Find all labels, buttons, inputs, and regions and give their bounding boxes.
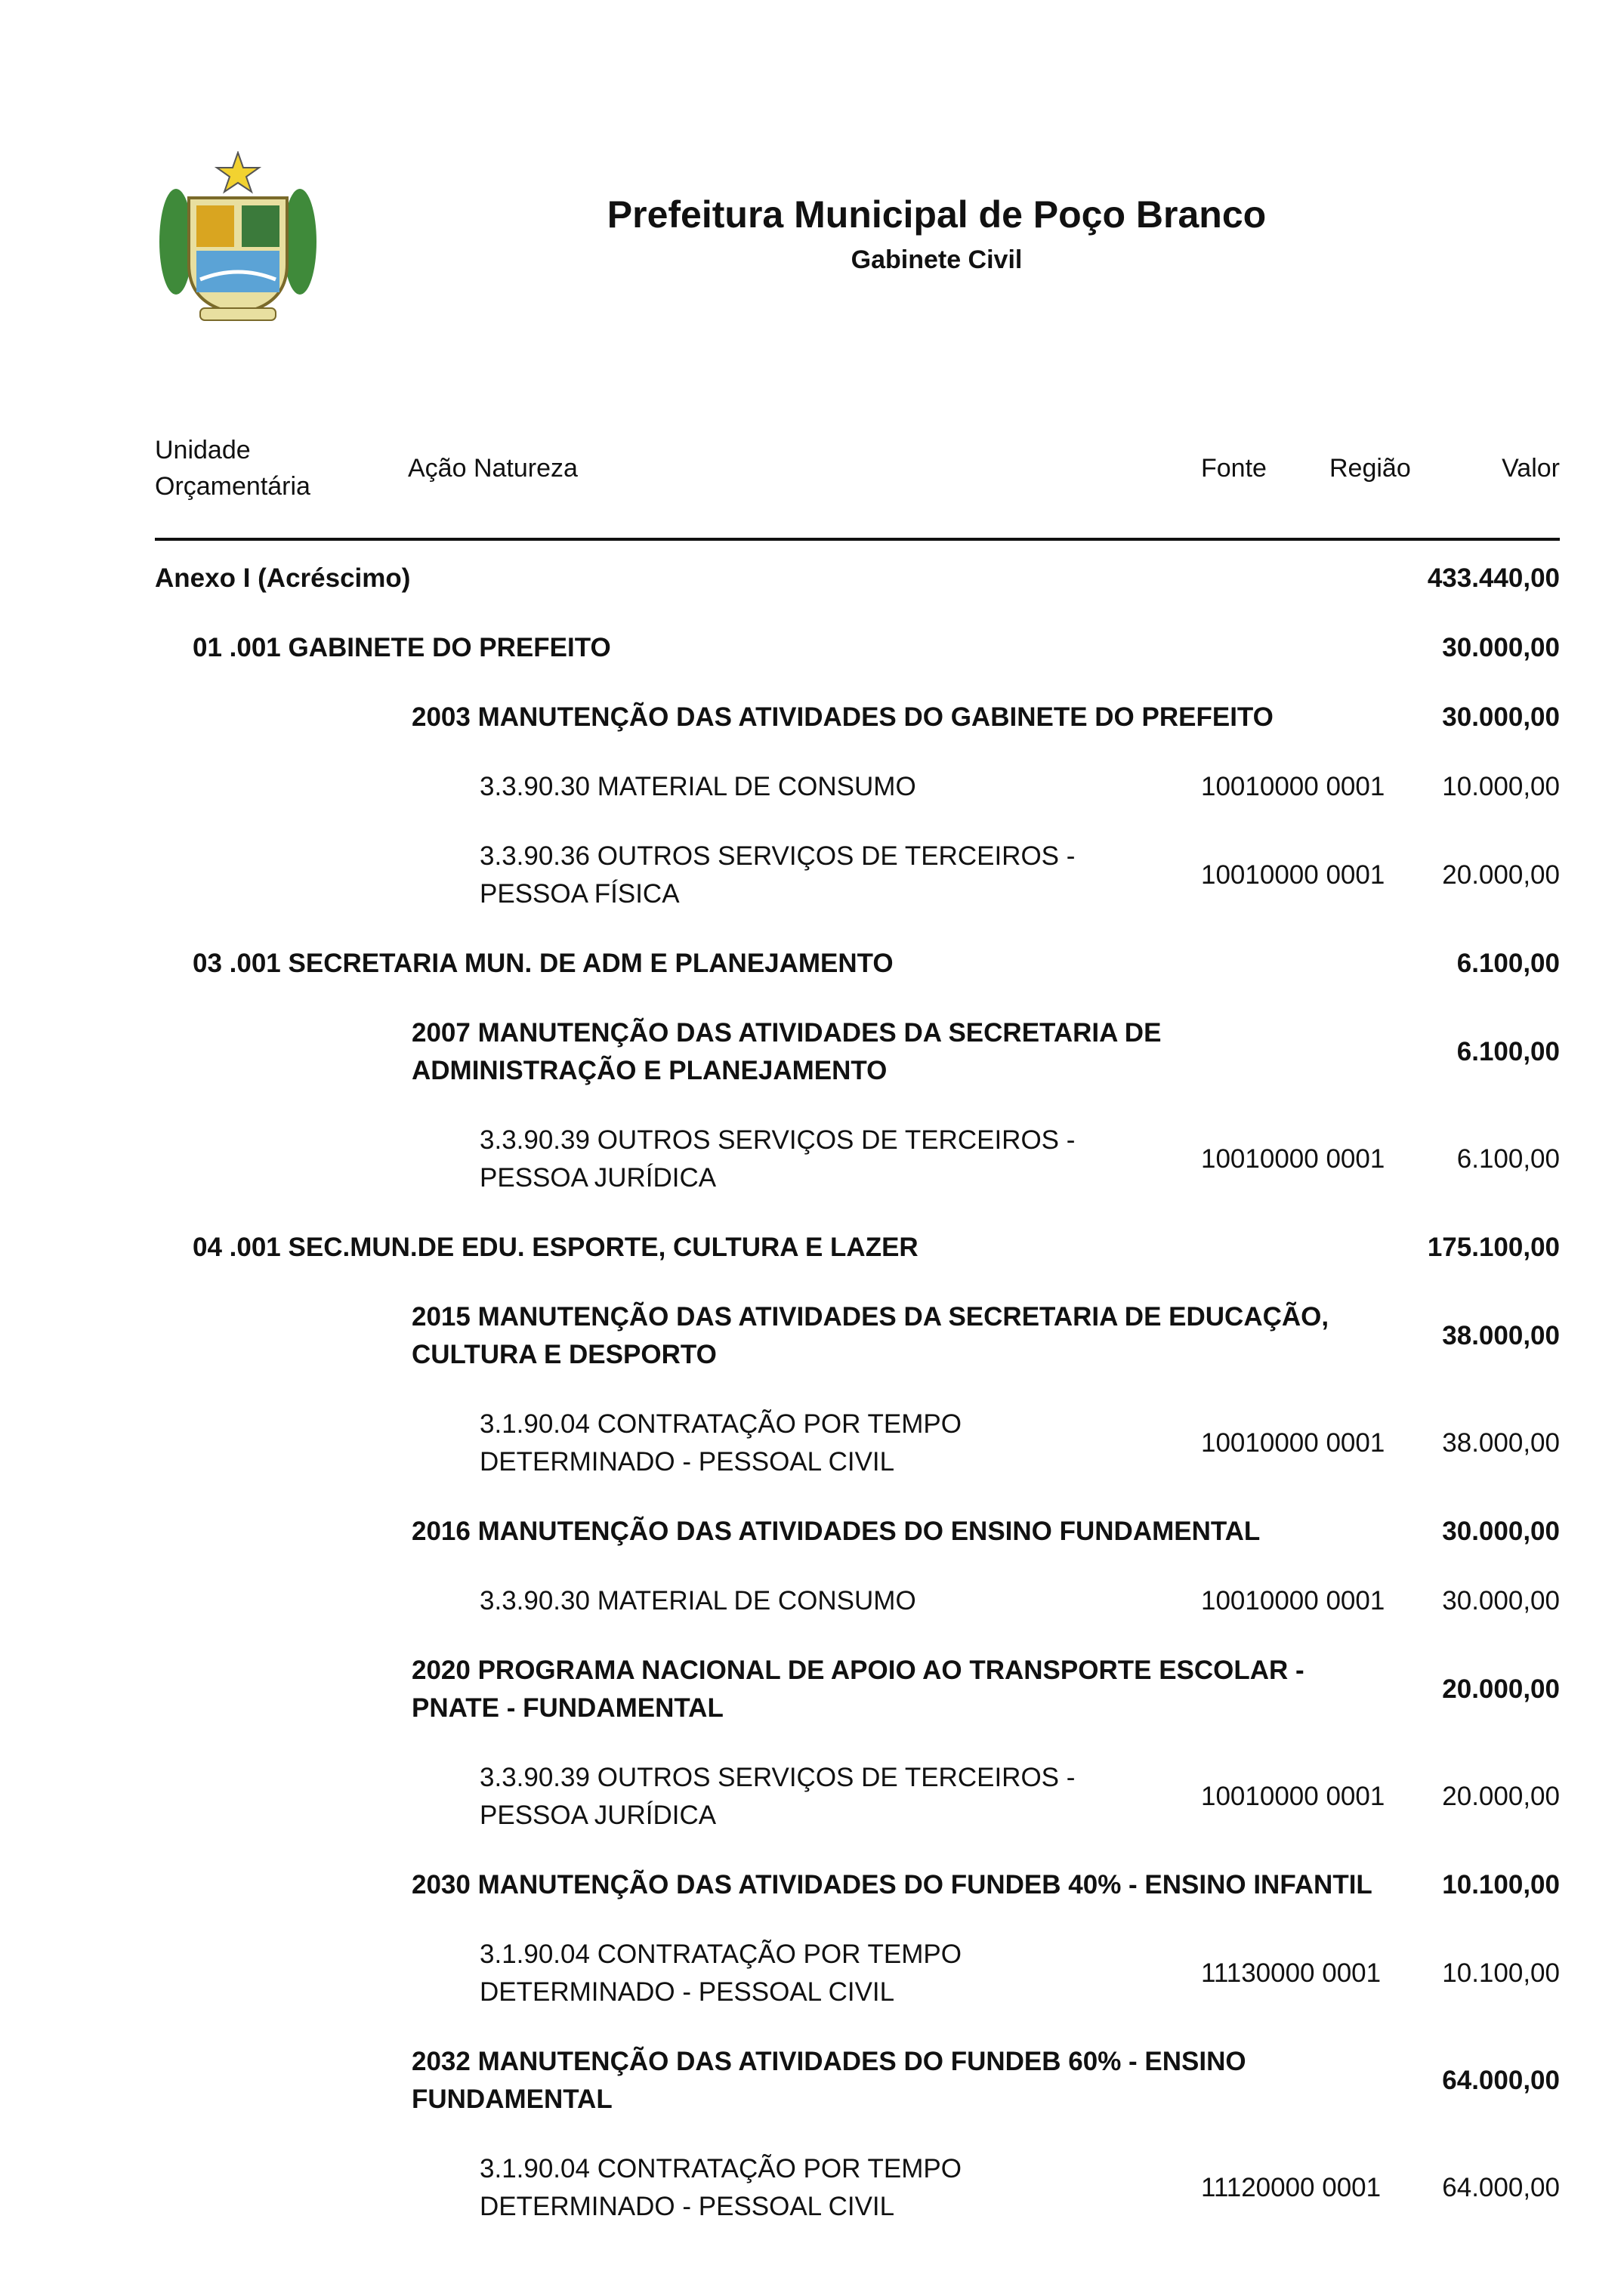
row-description (193, 1229, 919, 1267)
row-description (480, 2150, 962, 2226)
row-description-line2: PESSOA JURÍDICA (480, 1163, 717, 1193)
row-value: 30.000,00 (1442, 702, 1560, 732)
table-row (0, 822, 1624, 929)
row-description (155, 560, 410, 597)
table-row (0, 683, 1624, 752)
table-row (0, 1497, 1624, 1566)
row-fonte: 10010000 0001 (1201, 772, 1385, 801)
row-description-line1: 2015 MANUTENÇÃO DAS ATIVIDADES DA SECRETARIA DE EDUCAÇÃO, (412, 1302, 1329, 1332)
table-row (0, 2134, 1624, 2242)
table-row (0, 1850, 1624, 1920)
row-description-line2: DETERMINADO - PESSOAL CIVIL (480, 2192, 895, 2221)
row-description-line1: 3.1.90.04 CONTRATAÇÃO POR TEMPO (480, 1940, 962, 1969)
row-description-line1: Anexo I (Acréscimo) (155, 563, 411, 593)
row-description-line2: PESSOA JURÍDICA (480, 1801, 717, 1830)
page-subtitle: Gabinete Civil (851, 245, 1023, 274)
row-description (480, 1406, 962, 1481)
row-description-line1: 2003 MANUTENÇÃO DAS ATIVIDADES DO GABINETE DO PREFEITO (412, 702, 1274, 732)
row-description-line2: PNATE - FUNDAMENTAL (412, 1693, 724, 1723)
row-description-line2: ADMINISTRAÇÃO E PLANEJAMENTO (412, 1056, 888, 1085)
row-description (480, 1122, 1075, 1197)
column-header-regiao: Região (1329, 454, 1411, 483)
row-value: 6.100,00 (1456, 1037, 1560, 1066)
coat-of-arms-logo (155, 151, 321, 325)
row-description (480, 1936, 962, 2011)
table-row (0, 1106, 1624, 1213)
row-description-line1: 3.3.90.39 OUTROS SERVIÇOS DE TERCEIROS - (480, 1125, 1076, 1155)
row-fonte: 10010000 0001 (1201, 1144, 1385, 1174)
table-row (0, 1636, 1624, 1743)
column-header-unidade-line1: Unidade (155, 436, 251, 464)
column-header-acao: Ação Natureza (408, 454, 578, 483)
row-description-line2: CULTURA E DESPORTO (412, 1340, 717, 1369)
row-value: 38.000,00 (1442, 1321, 1560, 1350)
row-description (412, 1652, 1304, 1727)
row-value: 6.100,00 (1456, 949, 1560, 978)
row-description-line1: 3.1.90.04 CONTRATAÇÃO POR TEMPO (480, 2154, 962, 2183)
row-value: 10.100,00 (1442, 1958, 1560, 1988)
table-row (0, 2027, 1624, 2134)
row-fonte: 11130000 0001 (1201, 1958, 1382, 1988)
table-row (0, 613, 1624, 683)
row-description-line1: 2032 MANUTENÇÃO DAS ATIVIDADES DO FUNDEB 60% - ENSINO (412, 2047, 1246, 2076)
row-value: 6.100,00 (1456, 1144, 1560, 1174)
table-row (0, 1213, 1624, 1282)
column-header-valor: Valor (1502, 454, 1560, 483)
row-description-line1: 2030 MANUTENÇÃO DAS ATIVIDADES DO FUNDEB 40% - ENSINO INFANTIL (412, 1870, 1372, 1899)
row-description-line1: 3.1.90.04 CONTRATAÇÃO POR TEMPO (480, 1409, 962, 1439)
row-description-line1: 04 .001 SEC.MUN.DE EDU. ESPORTE, CULTURA E LAZER (193, 1233, 919, 1262)
row-value: 30.000,00 (1442, 1517, 1560, 1546)
row-fonte: 10010000 0001 (1201, 1586, 1385, 1616)
row-description (480, 838, 1075, 913)
row-description-line1: 2016 MANUTENÇÃO DAS ATIVIDADES DO ENSINO FUNDAMENTAL (412, 1517, 1261, 1546)
row-value: 64.000,00 (1442, 2173, 1560, 2202)
row-fonte: 10010000 0001 (1201, 1428, 1385, 1458)
row-description-line2: DETERMINADO - PESSOAL CIVIL (480, 1977, 895, 2007)
row-value: 20.000,00 (1442, 1674, 1560, 1704)
row-value: 64.000,00 (1442, 2066, 1560, 2095)
row-description-line2: PESSOA FÍSICA (480, 879, 680, 909)
column-header-unidade (155, 432, 310, 505)
row-description (480, 768, 916, 806)
row-description-line1: 03 .001 SECRETARIA MUN. DE ADM E PLANEJAMENTO (193, 949, 894, 978)
row-description (412, 1298, 1329, 1374)
row-value: 10.000,00 (1442, 772, 1560, 801)
table-row (0, 1566, 1624, 1636)
row-description-line1: 3.3.90.30 MATERIAL DE CONSUMO (480, 1586, 916, 1616)
row-description (480, 1759, 1075, 1835)
row-fonte: 10010000 0001 (1201, 1782, 1385, 1811)
row-description-line1: 3.3.90.36 OUTROS SERVIÇOS DE TERCEIROS - (480, 841, 1076, 871)
page-title: Prefeitura Municipal de Poço Branco (607, 193, 1267, 236)
row-description (412, 1014, 1161, 1090)
row-value: 30.000,00 (1442, 633, 1560, 662)
row-value: 30.000,00 (1442, 1586, 1560, 1616)
row-value: 38.000,00 (1442, 1428, 1560, 1458)
row-value: 175.100,00 (1427, 1233, 1560, 1262)
table-row (0, 929, 1624, 998)
table-row (0, 1390, 1624, 1497)
row-description-line1: 2007 MANUTENÇÃO DAS ATIVIDADES DA SECRETARIA DE (412, 1018, 1162, 1048)
table-row (0, 1920, 1624, 2027)
table-row (0, 544, 1624, 613)
row-description (412, 699, 1274, 736)
row-description (480, 1582, 916, 1620)
header-divider (155, 538, 1560, 541)
column-header-fonte: Fonte (1201, 454, 1267, 483)
row-description-line1: 01 .001 GABINETE DO PREFEITO (193, 633, 611, 662)
table-row (0, 752, 1624, 822)
table-row (0, 1743, 1624, 1850)
row-description-line2: DETERMINADO - PESSOAL CIVIL (480, 1447, 895, 1477)
row-fonte: 10010000 0001 (1201, 860, 1385, 890)
row-value: 10.100,00 (1442, 1870, 1560, 1899)
row-description-line1: 3.3.90.30 MATERIAL DE CONSUMO (480, 772, 916, 801)
table-row (0, 1282, 1624, 1390)
row-value: 20.000,00 (1442, 1782, 1560, 1811)
table-row (0, 998, 1624, 1106)
row-description (193, 629, 611, 667)
row-value: 433.440,00 (1427, 563, 1560, 593)
row-description (193, 945, 894, 983)
row-description (412, 2043, 1246, 2119)
row-description (412, 1866, 1372, 1904)
row-description-line1: 3.3.90.39 OUTROS SERVIÇOS DE TERCEIROS - (480, 1763, 1076, 1792)
row-description (412, 1513, 1260, 1551)
row-description-line1: 2020 PROGRAMA NACIONAL DE APOIO AO TRANSPORTE ESCOLAR - (412, 1656, 1304, 1685)
column-header-unidade-line2: Orçamentária (155, 472, 310, 501)
row-description-line2: FUNDAMENTAL (412, 2085, 613, 2114)
row-value: 20.000,00 (1442, 860, 1560, 890)
row-fonte: 11120000 0001 (1201, 2173, 1382, 2202)
